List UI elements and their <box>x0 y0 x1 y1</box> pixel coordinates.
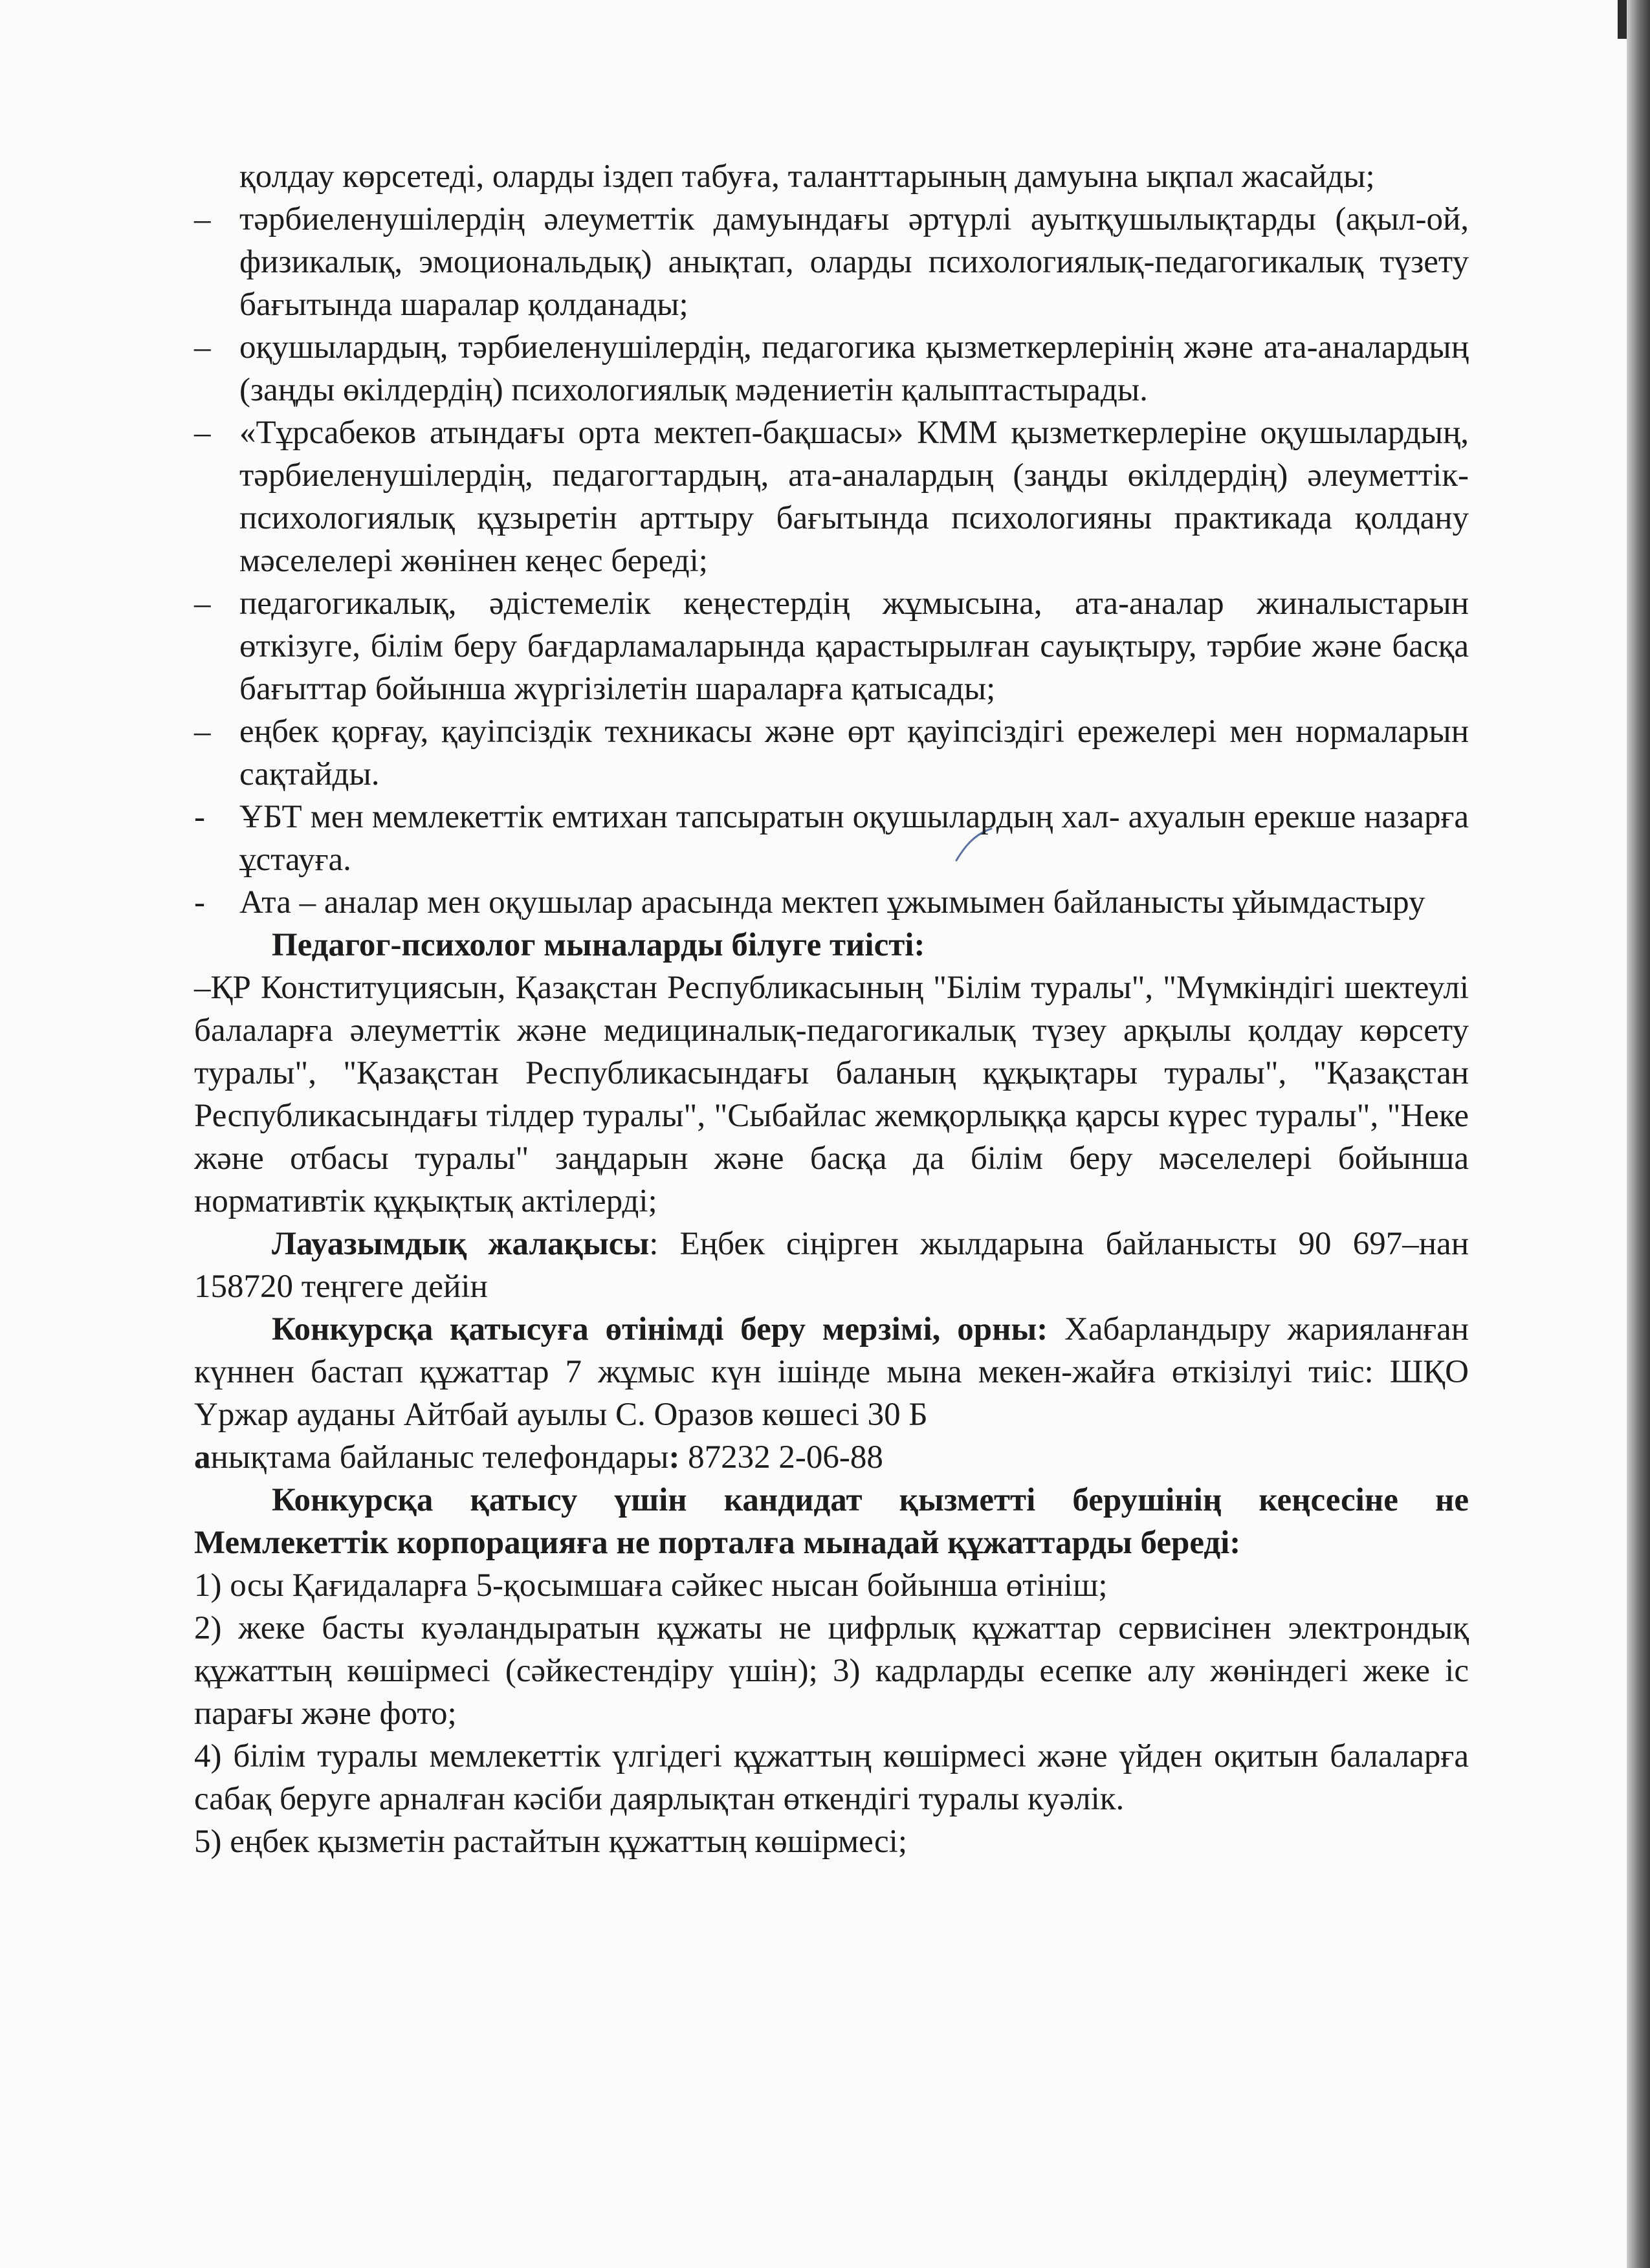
document-item: 2) жеке басты куәландыратын құжаты не цифрлық құжаттар сервисінен электрондық құжаттың көшірмесі (сәйкестендіру үшін); 3) кадрларды есепке алу жөніндегі жеке іс парағы және фото; <box>194 1610 1469 1732</box>
duties-list <box>194 198 1469 924</box>
phone-number: 87232 2-06-88 <box>679 1439 883 1476</box>
list-item <box>194 881 1469 924</box>
list-item-text: «Тұрсабеков атындағы орта мектеп-бақшасы» КММ қызметкерлеріне оқушылардың, тәрбиеленушілердің, педагогтардың, ата-аналардың (заңды өкілдердің) әлеуметтік-психологиялық құзыретін арттыру бағытында психологияны практикада қолдану мәселелері жөнінен кеңес береді; <box>239 415 1469 579</box>
list-item-text: педагогикалық, әдістемелік кеңестердің жұмысына, ата-аналар жиналыстарын өткізуге, білім беру бағдарламаларында қарастырылған сауықтыру, тәрбие және басқа бағыттар бойынша жүргізілетін шараларға қатысады; <box>239 585 1469 707</box>
list-item <box>194 582 1469 710</box>
list-item <box>194 198 1469 326</box>
document-item: 1) осы Қағидаларға 5-қосымшаға сәйкес нысан бойынша өтініш; <box>194 1567 1108 1604</box>
phone-text: нықтама байланыс телефондары <box>210 1439 669 1476</box>
deadline-text: Хабарландыру жарияланған күннен бастап құжаттар 7 жұмыс күн ішінде мына мекен-жайға өткізілуі тиіс: ШҚО Үржар ауданы Айтбай ауылы С. Оразов көшесі 30 Б <box>194 1311 1469 1433</box>
deadline-paragraph <box>194 1308 1469 1436</box>
bullet-dash: – <box>194 201 211 237</box>
salary-paragraph <box>194 1223 1469 1308</box>
list-item-text: тәрбиеленушілердің әлеуметтік дамуындағы әртүрлі ауытқушылықтарды (ақыл-ой, физикалық, эмоциональдық) анықтап, оларды психологиялық-педагогикалық түзету бағытында шаралар қолданады; <box>239 201 1469 323</box>
salary-label: Лауазымдық жалақысы <box>272 1226 650 1262</box>
bullet-dash: – <box>194 415 211 451</box>
knowledge-paragraph: –ҚР Конституциясын, Қазақстан Республикасының "Білім туралы", "Мүмкіндігі шектеулі балаларға әлеуметтік және медициналық-педагогикалық түзеу арқылы қолдау көрсету туралы", "Қазақстан Республикасындағы баланың құқықтары туралы", "Қазақстан Республикасындағы тілдер туралы", "Сыбайлас жемқорлыққа қарсы күрес туралы", "Неке және отбасы туралы" заңдарын және басқа да білім беру мәселелері бойынша нормативтік құқықтық актілерді; <box>194 970 1469 1219</box>
continuation-text: қолдау көрсетеді, оларды іздеп табуға, таланттарының дамуына ықпал жасайды; <box>239 158 1375 195</box>
phone-colon: : <box>668 1439 680 1476</box>
scan-edge-shadow <box>1627 0 1650 2268</box>
list-item-text: оқушылардың, тәрбиеленушілердің, педагогика қызметкерлерінің және ата-аналардың (заңды өкілдердің) психологиялық мәдениетін қалыптастырады. <box>239 329 1469 408</box>
document-item: 4) білім туралы мемлекеттік үлгідегі құжаттың көшірмесі және үйден оқитын балаларға сабақ беруге арналған кәсіби даярлықтан өткендігі туралы куәлік. <box>194 1738 1469 1817</box>
bullet-dash: – <box>194 585 211 622</box>
list-item <box>194 326 1469 411</box>
bullet-dash: – <box>194 329 211 365</box>
document-body <box>194 155 1469 1863</box>
documents-heading: Конкурсқа қатысу үшін кандидат қызметті берушінің кеңсесіне не Мемлекеттік корпорацияға не порталға мынадай құжаттарды береді: <box>194 1482 1469 1561</box>
list-item-text: Ата – аналар мен оқушылар арасында мектеп ұжымымен байланысты ұйымдастыру <box>239 884 1425 921</box>
deadline-label: Конкурсқа қатысуға өтінімді беру мерзімі, орны: <box>272 1311 1048 1347</box>
phone-bold-letter: а <box>194 1439 211 1476</box>
list-item <box>194 411 1469 582</box>
document-item: 5) еңбек қызметін растайтын құжаттың көшірмесі; <box>194 1824 908 1860</box>
knowledge-heading: Педагог-психолог мыналарды білуге тиісті: <box>272 927 925 963</box>
bullet-dash: - <box>194 884 205 921</box>
documents-list <box>194 1564 1469 1863</box>
scan-corner-shadow <box>1618 0 1627 39</box>
list-item <box>194 710 1469 796</box>
salary-text: : Еңбек сіңірген жылдарына байланысты 90 697–нан 158720 теңгеге дейін <box>194 1226 1469 1305</box>
list-item-text: еңбек қорғау, қауіпсіздік техникасы және өрт қауіпсіздігі ережелері мен нормаларын сақтайды. <box>239 714 1469 792</box>
list-item <box>194 796 1469 881</box>
bullet-dash: – <box>194 714 211 750</box>
bullet-dash: - <box>194 799 205 835</box>
list-item-text: ҰБТ мен мемлекеттік емтихан тапсыратын оқушылардың хал- ахуалын ерекше назарға ұстауға. <box>239 799 1469 878</box>
phone-line <box>194 1436 1469 1479</box>
